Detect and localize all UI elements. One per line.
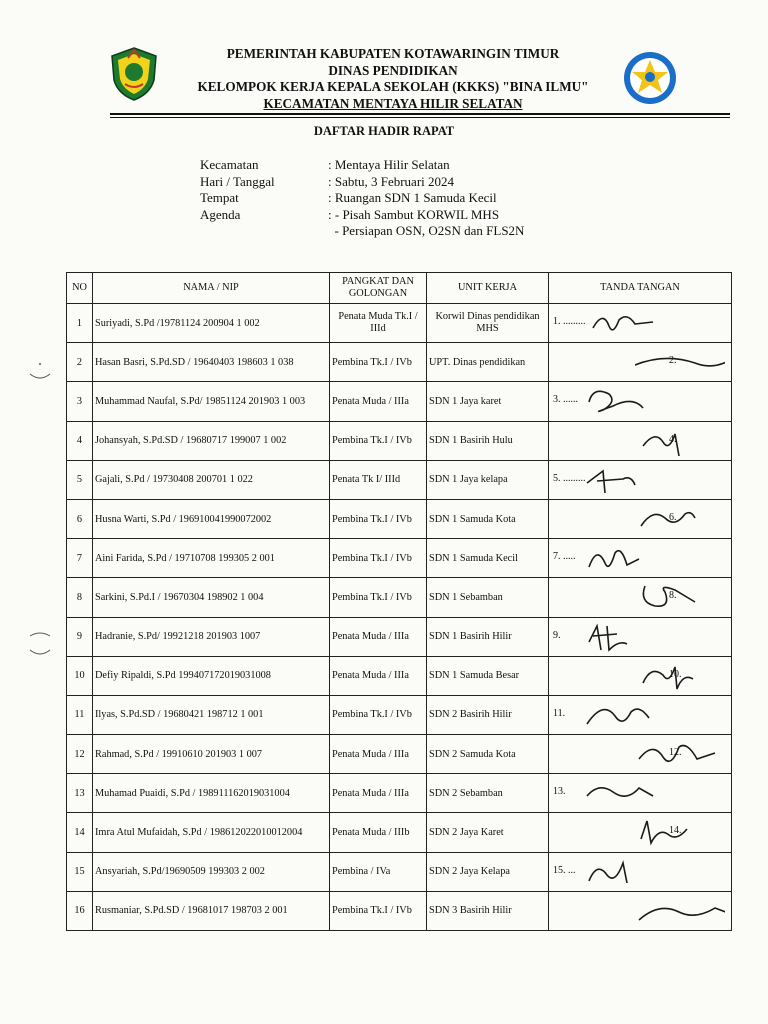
table-row	[67, 460, 732, 499]
handwritten-signature-icon	[635, 661, 725, 693]
handwritten-signature-icon	[583, 778, 673, 810]
row-name-nip: Rahmad, S.Pd / 19910610 201903 1 007	[93, 735, 330, 774]
table-row	[67, 735, 732, 774]
table-row	[67, 421, 732, 460]
letterhead-line-4: KECAMATAN MENTAYA HILIR SELATAN	[263, 95, 523, 111]
letterhead-rule	[110, 113, 730, 115]
row-number: 14	[67, 813, 93, 852]
detail-row: Kecamatan : Mentaya Hilir Selatan	[200, 157, 450, 172]
row-number: 8	[67, 578, 93, 617]
table-row	[67, 813, 732, 852]
row-unit: SDN 1 Samuda Kecil	[427, 539, 549, 578]
signature-number: 7. .....	[553, 551, 576, 563]
row-name-nip: Gajali, S.Pd / 19730408 200701 1 022	[93, 460, 330, 499]
letterhead	[170, 46, 616, 112]
kotawaringin-timur-crest-icon	[108, 46, 160, 102]
row-name-nip: Rusmaniar, S.Pd.SD / 19681017 198703 2 001	[93, 891, 330, 930]
detail-row: - Persiapan OSN, O2SN dan FLS2N	[328, 223, 525, 238]
handwritten-signature-icon	[583, 700, 673, 732]
row-signature-cell	[549, 891, 732, 930]
row-signature-cell	[549, 656, 732, 695]
row-number: 13	[67, 774, 93, 813]
col-header-name: NAMA / NIP	[93, 273, 330, 304]
handwritten-signature-icon	[635, 582, 725, 614]
row-signature-cell	[549, 852, 732, 891]
row-rank: Penata Muda Tk.I / IIId	[330, 304, 427, 343]
row-unit: SDN 2 Jaya Karet	[427, 813, 549, 852]
row-unit: SDN 2 Jaya Kelapa	[427, 852, 549, 891]
row-rank: Pembina Tk.I / IVb	[330, 695, 427, 734]
signature-number: 11.	[553, 707, 566, 719]
handwritten-signature-icon	[635, 817, 725, 849]
row-number: 5	[67, 460, 93, 499]
row-name-nip: Hadranie, S.Pd/ 19921218 201903 1007	[93, 617, 330, 656]
handwritten-signature-icon	[635, 426, 725, 458]
table-row	[67, 578, 732, 617]
col-header-unit: UNIT KERJA	[427, 273, 549, 304]
row-name-nip: Husna Warti, S.Pd / 196910041990072002	[93, 499, 330, 538]
row-name-nip: Imra Atul Mufaidah, S.Pd / 198612022010012004	[93, 813, 330, 852]
signature-number: 14.	[669, 825, 682, 837]
letterhead-line-1: PEMERINTAH KABUPATEN KOTAWARINGIN TIMUR	[226, 46, 560, 61]
table-row	[67, 617, 732, 656]
row-name-nip: Aini Farida, S.Pd / 19710708 199305 2 001	[93, 539, 330, 578]
row-rank: Pembina / IVa	[330, 852, 427, 891]
row-number: 2	[67, 343, 93, 382]
table-header-row	[67, 273, 732, 304]
row-rank: Penata Muda / IIIa	[330, 656, 427, 695]
meeting-details	[200, 157, 524, 240]
row-signature-cell	[549, 578, 732, 617]
row-name-nip: Hasan Basri, S.Pd.SD / 19640403 198603 1 038	[93, 343, 330, 382]
table-row	[67, 304, 732, 343]
row-number: 4	[67, 421, 93, 460]
table-row	[67, 382, 732, 421]
signature-number: 10.	[669, 668, 682, 680]
row-rank: Pembina Tk.I / IVb	[330, 578, 427, 617]
row-rank: Penata Muda / IIIa	[330, 774, 427, 813]
row-name-nip: Sarkini, S.Pd.I / 19670304 198902 1 004	[93, 578, 330, 617]
row-rank: Pembina Tk.I / IVb	[330, 343, 427, 382]
row-signature-cell	[549, 617, 732, 656]
row-unit: SDN 2 Sebamban	[427, 774, 549, 813]
row-rank: Pembina Tk.I / IVb	[330, 891, 427, 930]
table-row	[67, 891, 732, 930]
detail-row: Hari / Tanggal : Sabtu, 3 Februari 2024	[200, 173, 455, 189]
row-name-nip: Defiy Ripaldi, S.Pd 199407172019031008	[93, 656, 330, 695]
signature-number: 5. .........	[553, 472, 586, 484]
row-name-nip: Muhamad Puaidi, S.Pd / 198911162019031004	[93, 774, 330, 813]
row-number: 15	[67, 852, 93, 891]
signature-number: 9.	[553, 629, 561, 641]
row-name-nip: Muhammad Naufal, S.Pd/ 19851124 201903 1 003	[93, 382, 330, 421]
row-signature-cell	[549, 774, 732, 813]
row-unit: SDN 3 Basirih Hilir	[427, 891, 549, 930]
row-rank: Pembina Tk.I / IVb	[330, 499, 427, 538]
row-number: 9	[67, 617, 93, 656]
row-unit: SDN 2 Basirih Hilir	[427, 695, 549, 734]
signature-number: 3. ......	[553, 394, 578, 406]
row-signature-cell	[549, 695, 732, 734]
signature-number: 6.	[669, 511, 677, 523]
row-number: 6	[67, 499, 93, 538]
row-rank: Penata Muda / IIIa	[330, 617, 427, 656]
row-name-nip: Johansyah, S.Pd.SD / 19680717 199007 1 002	[93, 421, 330, 460]
scan-mark-icon	[28, 630, 52, 660]
row-name-nip: Ansyariah, S.Pd/19690509 199303 2 002	[93, 852, 330, 891]
row-rank: Penata Muda / IIIa	[330, 735, 427, 774]
row-signature-cell	[549, 460, 732, 499]
row-number: 10	[67, 656, 93, 695]
handwritten-signature-icon	[583, 857, 673, 889]
signature-number: 13.	[553, 786, 566, 798]
row-signature-cell	[549, 421, 732, 460]
table-row	[67, 499, 732, 538]
signature-number: 12.	[669, 747, 682, 759]
row-number: 7	[67, 539, 93, 578]
table-row	[67, 695, 732, 734]
row-signature-cell	[549, 382, 732, 421]
detail-row: Tempat : Ruangan SDN 1 Samuda Kecil	[200, 190, 497, 205]
row-unit: Korwil Dinas pendidikan MHS	[427, 304, 549, 343]
row-signature-cell	[549, 539, 732, 578]
row-unit: SDN 1 Samuda Besar	[427, 656, 549, 695]
row-signature-cell	[549, 499, 732, 538]
row-unit: SDN 1 Jaya kelapa	[427, 460, 549, 499]
row-number: 16	[67, 891, 93, 930]
row-number: 12	[67, 735, 93, 774]
row-signature-cell	[549, 735, 732, 774]
table-row	[67, 656, 732, 695]
row-signature-cell	[549, 813, 732, 852]
signature-number: 4.	[669, 433, 677, 445]
col-header-rank: PANGKAT DAN GOLONGAN	[330, 273, 427, 304]
row-number: 1	[67, 304, 93, 343]
col-header-signature: TANDA TANGAN	[549, 273, 732, 304]
row-unit: SDN 2 Samuda Kota	[427, 735, 549, 774]
row-rank: Penata Muda / IIIa	[330, 382, 427, 421]
attendance-rows	[67, 304, 732, 931]
row-signature-cell	[549, 343, 732, 382]
signature-number: 8.	[669, 590, 677, 602]
letterhead-rule-thin	[110, 117, 730, 118]
table-row	[67, 774, 732, 813]
signature-number: 15. ...	[553, 864, 576, 876]
signature-number: 2.	[669, 355, 677, 367]
row-rank: Penata Muda / IIIb	[330, 813, 427, 852]
handwritten-signature-icon	[583, 465, 673, 497]
scan-mark-icon	[28, 360, 52, 382]
handwritten-signature-icon	[635, 896, 725, 928]
table-row	[67, 852, 732, 891]
row-number: 11	[67, 695, 93, 734]
handwritten-signature-icon	[583, 308, 673, 340]
handwritten-signature-icon	[583, 386, 673, 418]
handwritten-signature-icon	[635, 504, 725, 536]
row-unit: SDN 1 Basirih Hulu	[427, 421, 549, 460]
handwritten-signature-icon	[635, 347, 725, 379]
row-unit: SDN 1 Samuda Kota	[427, 499, 549, 538]
table-row	[67, 539, 732, 578]
row-unit: SDN 1 Jaya karet	[427, 382, 549, 421]
row-name-nip: Ilyas, S.Pd.SD / 19680421 198712 1 001	[93, 695, 330, 734]
row-unit: SDN 1 Sebamban	[427, 578, 549, 617]
handwritten-signature-icon	[583, 543, 673, 575]
col-header-no: NO	[67, 273, 93, 304]
row-unit: SDN 1 Basirih Hilir	[427, 617, 549, 656]
handwritten-signature-icon	[583, 622, 673, 654]
detail-row: Agenda : - Pisah Sambut KORWIL MHS	[200, 206, 500, 222]
tut-wuri-handayani-emblem-icon	[622, 50, 678, 106]
document-title: DAFTAR HADIR RAPAT	[313, 124, 455, 138]
attendance-table	[66, 272, 732, 931]
row-name-nip: Suriyadi, S.Pd /19781124 200904 1 002	[93, 304, 330, 343]
row-number: 3	[67, 382, 93, 421]
row-rank: Pembina Tk.I / IVb	[330, 421, 427, 460]
row-rank: Pembina Tk.I / IVb	[330, 539, 427, 578]
letterhead-line-2: DINAS PENDIDIKAN	[328, 62, 458, 78]
letterhead-line-3: KELOMPOK KERJA KEPALA SEKOLAH (KKKS) "BINA ILMU"	[197, 79, 589, 94]
handwritten-signature-icon	[635, 739, 725, 771]
table-row	[67, 343, 732, 382]
signature-number: 1. .........	[553, 316, 586, 327]
row-rank: Penata Tk I/ IIId	[330, 460, 427, 499]
row-unit: UPT. Dinas pendidikan	[427, 343, 549, 382]
row-signature-cell	[549, 304, 732, 343]
